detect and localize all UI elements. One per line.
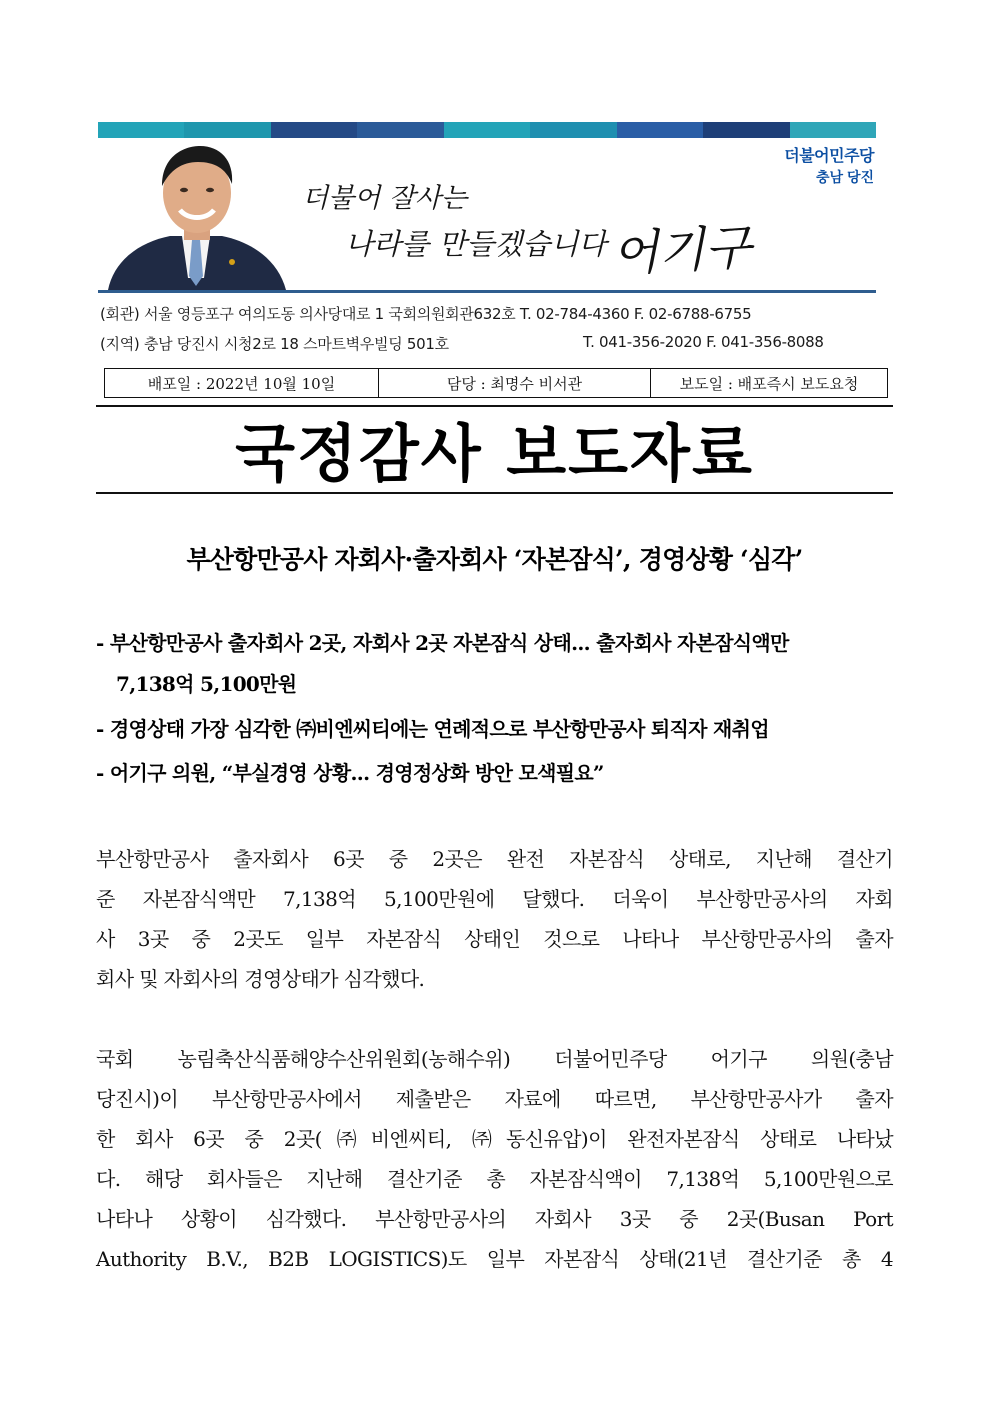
paragraph-line: 당진시)이 부산항만공사에서 제출받은 자료에 따르면, 부산항만공사가 출자 (96, 1087, 893, 1111)
contact-person: 담당 : 최명수 비서관 (379, 369, 651, 397)
slogan-line-1: 더불어 잘사는 (302, 183, 468, 214)
stripe-segment (703, 122, 789, 138)
paragraph-line: 한 회사 6곳 중 2곳(㈜비엔씨티, ㈜동신유압)이 완전자본잠식 상태로 나타났 (96, 1127, 893, 1151)
title-rule-bottom (96, 492, 893, 494)
paragraph-line: 다. 해당 회사들은 지난해 결산기준 총 자본잠식액이 7,138억 5,100만원으로 (96, 1167, 893, 1191)
paragraph-line: 국회 농림축산식품해양수산위원회(농해수위) 더불어민주당 어기구 의원(충남 (96, 1047, 893, 1071)
banner-baseline (98, 290, 876, 293)
stripe-segment (790, 122, 876, 138)
body-paragraph-1 (96, 839, 893, 999)
signature: 어기구 (610, 219, 753, 283)
politician-portrait (100, 138, 292, 290)
stripe-segment (184, 122, 270, 138)
paragraph-line: 회사 및 자회사의 경영상태가 심각했다. (96, 967, 425, 991)
headline: 부산항만공사 자회사·출자회사 ‘자본잠식’, 경영상황 ‘심각’ (186, 545, 803, 574)
paragraph-line: 부산항만공사 출자회사 6곳 중 2곳은 완전 자본잠식 상태로, 지난해 결산기 (96, 847, 893, 871)
subheadline-2: - 경영상태 가장 심각한 ㈜비엔씨티에는 연례적으로 부산항만공사 퇴직자 재취업 (96, 717, 769, 741)
stripe-segment (98, 122, 184, 138)
assembly-office-address: (회관) 서울 영등포구 여의도동 의사당대로 1 국회의원회관632호 T. 02-784-4360 F. 02-6788-6755 (100, 305, 752, 323)
party-logo (784, 143, 874, 187)
page-title: 국정감사 보도자료 (235, 417, 754, 490)
subheadline-1-continued: 7,138억 5,100만원 (116, 672, 297, 696)
paragraph-line: 사 3곳 중 2곳도 일부 자본잠식 상태인 것으로 나타나 부산항만공사의 출자 (96, 927, 893, 951)
party-name: 더불어민주당 (784, 148, 874, 165)
subheadline-3: - 어기구 의원, “부실경영 상황... 경영정상화 방안 모색필요” (96, 761, 604, 785)
paragraph-line: 나타나 상황이 심각했다. 부산항만공사의 자회사 3곳 중 2곳(Busan Port (96, 1207, 893, 1231)
release-date: 배포일 : 2022년 10월 10일 (105, 369, 379, 397)
paragraph-line: 준 자본잠식액만 7,138억 5,100만원에 달했다. 더욱이 부산항만공사의 자회 (96, 887, 893, 911)
body-paragraph-2 (96, 1039, 893, 1279)
paragraph-line: Authority B.V., B2B LOGISTICS)도 일부 자본잠식 상태(21년 결산기준 총 4 (96, 1247, 893, 1271)
stripe-segment (271, 122, 357, 138)
stripe-segment (617, 122, 703, 138)
stripe-segment (530, 122, 616, 138)
embargo-note: 보도일 : 배포즉시 보도요청 (679, 374, 859, 393)
local-office-phone: T. 041-356-2020 F. 041-356-8088 (583, 333, 824, 351)
banner-stripe (98, 122, 876, 138)
local-office-address: (지역) 충남 당진시 시청2로 18 스마트벽우빌딩 501호 (100, 335, 449, 353)
slogan-line-2: 나라를 만들겠습니다 (345, 227, 607, 261)
portrait-image (100, 138, 292, 290)
stripe-segment (444, 122, 530, 138)
subheadline-1: - 부산항만공사 출자회사 2곳, 자회사 2곳 자본잠식 상태... 출자회사 자본잠식액만 (96, 631, 789, 655)
release-info-box (104, 368, 888, 398)
stripe-segment (357, 122, 443, 138)
party-region: 충남 당진 (816, 169, 874, 185)
